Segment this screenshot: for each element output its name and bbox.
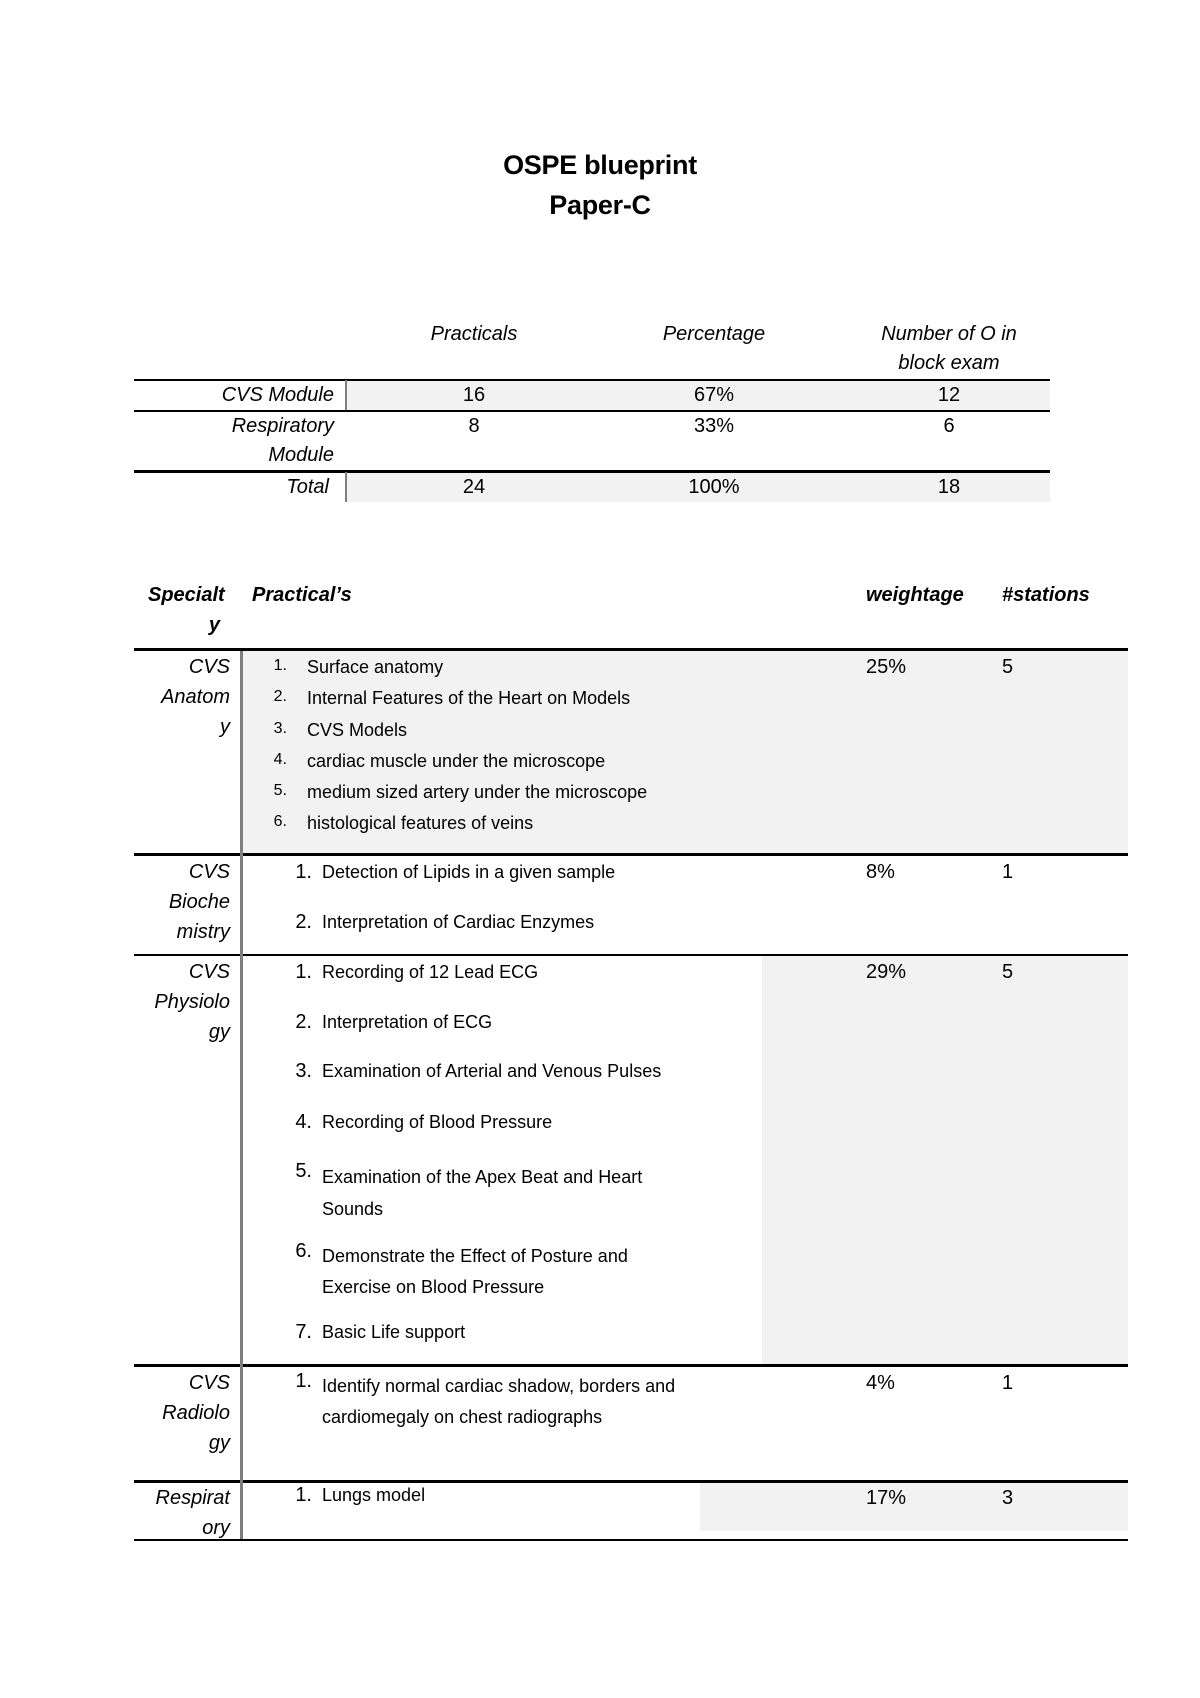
item-text-line: Demonstrate the Effect of Posture and <box>322 1246 628 1266</box>
item-text: Interpretation of Cardiac Enzymes <box>322 912 595 932</box>
specialty-cvs-radiology <box>134 1368 230 1458</box>
item-number: 2. <box>273 688 287 705</box>
specialty-line: mistry <box>176 921 230 943</box>
specialty-cvs-biochemistry <box>134 857 230 947</box>
stations-value: 1 <box>1002 1372 1014 1394</box>
item-number: 1. <box>295 861 312 883</box>
weightage-value: 4% <box>866 1372 895 1394</box>
item-text: Internal Features of the Heart on Models <box>307 688 631 708</box>
item-number: 4. <box>295 1111 312 1133</box>
summary-number: 6 <box>943 415 955 437</box>
item-number: 2. <box>295 1011 312 1033</box>
item-number: 1. <box>295 961 312 983</box>
stations-value: 3 <box>1002 1487 1014 1509</box>
item-text: Detection of Lipids in a given sample <box>322 862 616 882</box>
item-text: Recording of Blood Pressure <box>322 1112 553 1132</box>
specialty-cvs-anatomy <box>134 652 230 742</box>
summary-row-label-line: Module <box>268 444 334 466</box>
item-number: 3. <box>273 720 287 737</box>
item-number: 6. <box>295 1240 312 1262</box>
item-text: histological features of veins <box>307 813 534 833</box>
summary-header-number <box>824 320 1074 378</box>
stations-value: 5 <box>1002 656 1014 678</box>
specialty-line: ory <box>202 1517 230 1539</box>
summary-number: 18 <box>937 476 961 498</box>
item-text-line: Sounds <box>322 1199 384 1219</box>
item-text: Basic Life support <box>322 1322 466 1342</box>
row-shading <box>700 1483 1128 1531</box>
specialty-line: Bioche <box>168 891 230 913</box>
summary-practicals: 16 <box>462 384 486 406</box>
table-rule <box>134 1539 1128 1541</box>
summary-header-percentage: Percentage <box>662 323 766 345</box>
item-text: Surface anatomy <box>307 657 444 677</box>
specialty-line: CVS <box>188 861 230 883</box>
specialty-line: CVS <box>188 961 230 983</box>
summary-percentage: 33% <box>693 415 735 437</box>
summary-practicals: 24 <box>462 476 486 498</box>
item-text: Recording of 12 Lead ECG <box>322 962 539 982</box>
item-text: Examination of Arterial and Venous Pulses <box>322 1061 662 1081</box>
summary-row-label: CVS Module <box>221 384 334 406</box>
detail-header-specialty-line: y <box>208 614 220 636</box>
detail-header-specialty-line: Specialt <box>148 584 225 606</box>
weightage-value: 17% <box>866 1487 907 1509</box>
specialty-line: Radiolo <box>162 1402 230 1424</box>
specialty-line: Respirat <box>155 1487 230 1509</box>
item-text-line: Examination of the Apex Beat and Heart <box>322 1167 643 1187</box>
item-number: 1. <box>295 1370 312 1392</box>
weightage-value: 29% <box>866 961 907 983</box>
weightage-value: 8% <box>866 861 895 883</box>
stations-value: 1 <box>1002 861 1014 883</box>
item-text: CVS Models <box>307 720 408 740</box>
item-text <box>322 1371 675 1433</box>
table-rule <box>134 648 1128 651</box>
item-text-line: Exercise on Blood Pressure <box>322 1277 545 1297</box>
weightage-value: 25% <box>866 656 907 678</box>
specialty-cvs-physiology <box>134 957 230 1047</box>
item-text <box>322 1161 642 1225</box>
item-number: 4. <box>273 751 287 768</box>
specialty-line: Physiolo <box>154 991 230 1013</box>
summary-row-label <box>134 412 334 470</box>
row-shading <box>762 956 1128 1364</box>
table-rule <box>134 1364 1128 1367</box>
item-number: 3. <box>295 1060 312 1082</box>
specialty-line: gy <box>208 1021 230 1043</box>
item-number: 7. <box>295 1321 312 1343</box>
item-text: cardiac muscle under the microscope <box>307 751 606 771</box>
table-rule <box>134 853 1128 856</box>
summary-practicals: 8 <box>468 415 480 437</box>
detail-header-specialty <box>148 580 244 640</box>
summary-row-label-line: Respiratory <box>231 415 334 437</box>
item-number: 6. <box>273 813 287 830</box>
table-rule <box>134 954 1128 956</box>
table-rule <box>134 1480 1128 1483</box>
specialty-respiratory <box>134 1483 230 1543</box>
summary-percentage: 67% <box>693 384 735 406</box>
page-title: OSPE blueprint <box>503 150 697 180</box>
summary-row-label: Total <box>286 476 329 498</box>
page-subtitle: Paper-C <box>549 190 651 220</box>
item-number: 1. <box>295 1484 312 1506</box>
summary-percentage: 100% <box>688 476 740 498</box>
summary-header-number-line: Number of O in <box>881 323 1017 345</box>
item-number: 5. <box>273 782 287 799</box>
detail-header-stations: #stations <box>1002 584 1090 606</box>
detail-header-practicals: Practical’s <box>252 584 352 606</box>
item-number: 2. <box>295 911 312 933</box>
table-divider <box>240 651 243 1539</box>
table-divider <box>345 472 347 502</box>
specialty-line: gy <box>208 1432 230 1454</box>
specialty-line: CVS <box>188 1372 230 1394</box>
table-divider <box>345 380 347 410</box>
item-number: 5. <box>295 1160 312 1182</box>
summary-number: 12 <box>937 384 961 406</box>
item-text-line: Identify normal cardiac shadow, borders and <box>322 1376 676 1396</box>
specialty-line: Anatom <box>161 686 230 708</box>
item-number: 1. <box>273 657 287 674</box>
stations-value: 5 <box>1002 961 1014 983</box>
summary-header-number-line: block exam <box>898 352 1000 374</box>
summary-header-practicals: Practicals <box>430 323 518 345</box>
specialty-line: y <box>220 716 230 738</box>
item-text <box>322 1241 628 1303</box>
item-text: medium sized artery under the microscope <box>307 782 648 802</box>
specialty-line: CVS <box>188 656 230 678</box>
item-text-line: cardiomegaly on chest radiographs <box>322 1407 603 1427</box>
item-text: Interpretation of ECG <box>322 1012 493 1032</box>
detail-header-weightage: weightage <box>866 584 964 606</box>
item-text: Lungs model <box>322 1485 426 1505</box>
